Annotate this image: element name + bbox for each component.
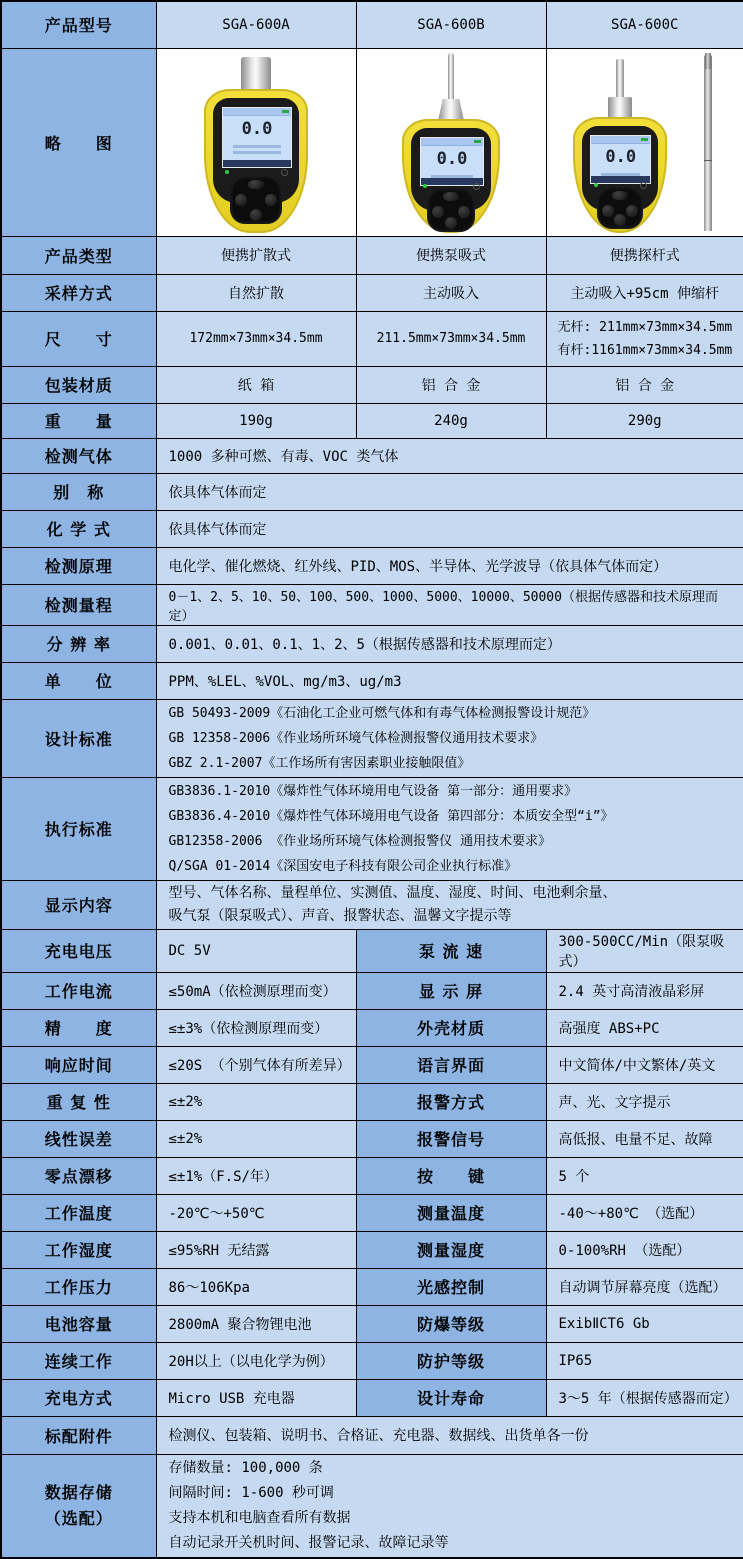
row-execution-standard (1, 777, 743, 880)
row-detected-gas (1, 438, 743, 473)
led-indicator (423, 184, 427, 188)
power-icon (281, 169, 288, 176)
dimensions-a: 172mm×73mm×34.5mm (156, 311, 356, 366)
light-control-value: 自动调节屏幕亮度（选配） (546, 1268, 743, 1305)
weight-a: 190g (156, 403, 356, 438)
device-photo-sga-600b (356, 48, 546, 236)
probe-icon (448, 53, 454, 101)
label-design-standard: 设计标准 (1, 699, 156, 777)
row-detection-range (1, 584, 743, 625)
row-weight (1, 403, 743, 438)
data-storage-line: 间隔时间: 1-600 秒可调 (168, 1484, 334, 1501)
button-pad (597, 187, 643, 229)
model-name-a: SGA-600A (156, 1, 356, 48)
language-value: 中文简体/中文繁体/英文 (546, 1046, 743, 1083)
label-product-type: 产品类型 (1, 236, 156, 274)
working-pressure-value: 86～106Kpa (156, 1268, 356, 1305)
label-accuracy: 精 度 (1, 1009, 156, 1046)
battery-icon (641, 138, 648, 141)
row-battery-explosion-proof (1, 1305, 743, 1342)
data-storage-line: 支持本机和电脑查看所有数据 (168, 1509, 351, 1526)
resolution-value: 0.001、0.01、0.1、1、2、5（根据传感器和技术原理而定） (156, 625, 743, 662)
label-alias: 别 称 (1, 473, 156, 510)
data-storage-line: 存储数量: 100,000 条 (168, 1459, 323, 1476)
working-temperature-value: -20℃～+50℃ (156, 1194, 356, 1231)
row-design-standard (1, 699, 743, 777)
label-continuous-work: 连续工作 (1, 1342, 156, 1379)
label-measure-temperature: 测量温度 (356, 1194, 546, 1231)
data-storage-label-line1: 数据存储 (44, 1482, 113, 1502)
continuous-work-value: 20H以上（以电化学为例） (156, 1342, 356, 1379)
weight-b: 240g (356, 403, 546, 438)
label-detection-principle: 检测原理 (1, 547, 156, 584)
row-response-time-language (1, 1046, 743, 1083)
charge-method-value: Micro USB 充电器 (156, 1379, 356, 1416)
label-design-life: 设计寿命 (356, 1379, 546, 1416)
row-unit (1, 662, 743, 699)
detected-gas-value: 1000 多种可燃、有毒、VOC 类气体 (156, 438, 743, 473)
row-chemical-formula (1, 510, 743, 547)
device-screen (590, 135, 651, 184)
label-accessories: 标配附件 (1, 1416, 156, 1454)
pump-flow-value: 300-500CC/Min（限泵吸式） (546, 929, 743, 972)
dimensions-c (546, 311, 743, 366)
label-light-control: 光感控制 (356, 1268, 546, 1305)
row-alias (1, 473, 743, 510)
label-weight: 重 量 (1, 403, 156, 438)
protection-class-value: IP65 (546, 1342, 743, 1379)
display-content-line: 吸气泵（限泵吸式）、声音、报警状态、温馨文字提示等 (168, 907, 512, 924)
measure-humidity-value: 0-100%RH （选配） (546, 1231, 743, 1268)
label-battery-capacity: 电池容量 (1, 1305, 156, 1342)
row-linearity-alarm-signal (1, 1120, 743, 1157)
row-charge-voltage-pump-flow (1, 929, 743, 972)
row-sampling-method (1, 274, 743, 311)
label-sketch: 略 图 (1, 48, 156, 236)
row-accessories (1, 1416, 743, 1454)
row-dimensions (1, 311, 743, 366)
label-chemical-formula: 化 学 式 (1, 510, 156, 547)
packing-c: 铝 合 金 (546, 366, 743, 403)
row-working-current-display-screen (1, 972, 743, 1009)
label-unit: 单 位 (1, 662, 156, 699)
power-icon (473, 183, 480, 190)
weight-c: 290g (546, 403, 743, 438)
row-product-type (1, 236, 743, 274)
telescopic-rod-icon (704, 55, 712, 231)
unit-value: PPM、%LEL、%VOL、mg/m3、ug/m3 (156, 662, 743, 699)
display-content-value (156, 880, 743, 929)
row-product-model (1, 1, 743, 48)
product-type-c: 便携探杆式 (546, 236, 743, 274)
led-indicator (225, 170, 229, 174)
display-screen-value: 2.4 英寸高清液晶彩屏 (546, 972, 743, 1009)
repeatability-value: ≤±2% (156, 1083, 356, 1120)
label-display-content: 显示内容 (1, 880, 156, 929)
dimensions-c-no-rod: 无杆: 211mm×73mm×34.5mm (557, 319, 733, 335)
sampling-a: 自然扩散 (156, 274, 356, 311)
packing-a: 纸 箱 (156, 366, 356, 403)
label-linearity-error: 线性误差 (1, 1120, 156, 1157)
label-explosion-proof-class: 防爆等级 (356, 1305, 546, 1342)
label-product-model: 产品型号 (1, 1, 156, 48)
design-standard-value (156, 699, 743, 777)
measure-temperature-value: -40～+80℃ （选配） (546, 1194, 743, 1231)
chemical-formula-value: 依具体气体而定 (156, 510, 743, 547)
label-pump-flow: 泵 流 速 (356, 929, 546, 972)
shell-material-value: 高强度 ABS+PC (546, 1009, 743, 1046)
device-screen (222, 107, 291, 168)
battery-icon (474, 140, 481, 143)
row-zero-drift-keys (1, 1157, 743, 1194)
label-detection-range: 检测量程 (1, 584, 156, 625)
row-repeatability-alarm-type (1, 1083, 743, 1120)
design-life-value: 3～5 年（根据传感器而定） (546, 1379, 743, 1416)
sensor-cap-icon (608, 97, 632, 119)
design-standard-line: GB 12358-2006《作业场所环境气体检测报警仪通用技术要求》 (168, 730, 544, 746)
label-charge-method: 充电方式 (1, 1379, 156, 1416)
execution-standard-value (156, 777, 743, 880)
label-display-screen: 显 示 屏 (356, 972, 546, 1009)
label-response-time: 响应时间 (1, 1046, 156, 1083)
label-protection-class: 防护等级 (356, 1342, 546, 1379)
battery-capacity-value: 2800mA 聚合物锂电池 (156, 1305, 356, 1342)
execution-standard-line: Q/SGA 01-2014《深国安电子科技有限公司企业执行标准》 (168, 858, 518, 874)
row-display-content (1, 880, 743, 929)
product-type-a: 便携扩散式 (156, 236, 356, 274)
packing-b: 铝 合 金 (356, 366, 546, 403)
label-repeatability: 重 复 性 (1, 1083, 156, 1120)
row-sketch (1, 48, 743, 236)
label-measure-humidity: 测量湿度 (356, 1231, 546, 1268)
zero-drift-value: ≤±1%（F.S/年） (156, 1157, 356, 1194)
power-icon (640, 182, 647, 189)
label-packing-material: 包装材质 (1, 366, 156, 403)
dimensions-c-with-rod: 有杆:1161mm×73mm×34.5mm (557, 342, 733, 358)
sampling-c: 主动吸入+95cm 伸缩杆 (546, 274, 743, 311)
device-photo-sga-600a (156, 48, 356, 236)
label-keys: 按 键 (356, 1157, 546, 1194)
label-shell-material: 外壳材质 (356, 1009, 546, 1046)
screen-reading: 0.0 (605, 147, 637, 167)
label-sampling-method: 采样方式 (1, 274, 156, 311)
data-storage-line: 自动记录开关机时间、报警记录、故障记录等 (168, 1534, 449, 1551)
working-current-value: ≤50mA（依检测原理而变） (156, 972, 356, 1009)
dimensions-b: 211.5mm×73mm×34.5mm (356, 311, 546, 366)
label-working-temperature: 工作温度 (1, 1194, 156, 1231)
row-working-pressure-light-control (1, 1268, 743, 1305)
probe-base-icon (438, 99, 464, 121)
working-humidity-value: ≤95%RH 无结露 (156, 1231, 356, 1268)
linearity-error-value: ≤±2% (156, 1120, 356, 1157)
device-screen (420, 137, 484, 186)
row-working-humidity-measure-humidity (1, 1231, 743, 1268)
design-standard-line: GBZ 2.1-2007《工作场所有害因素职业接触限值》 (168, 755, 471, 771)
model-name-c: SGA-600C (546, 1, 743, 48)
label-working-current: 工作电流 (1, 972, 156, 1009)
explosion-proof-class-value: ExibⅡCT6 Gb (546, 1305, 743, 1342)
product-type-b: 便携泵吸式 (356, 236, 546, 274)
keys-value: 5 个 (546, 1157, 743, 1194)
accuracy-value: ≤±3%（依检测原理而变） (156, 1009, 356, 1046)
button-pad (427, 188, 475, 232)
execution-standard-line: GB3836.4-2010《爆炸性气体环境用电气设备 第四部分：本质安全型“i”》 (168, 808, 614, 824)
model-name-b: SGA-600B (356, 1, 546, 48)
label-dimensions: 尺 寸 (1, 311, 156, 366)
design-standard-line: GB 50493-2009《石油化工企业可燃气体和有毒气体检测报警设计规范》 (168, 705, 596, 721)
label-alarm-type: 报警方式 (356, 1083, 546, 1120)
row-continuous-work-protection (1, 1342, 743, 1379)
row-resolution (1, 625, 743, 662)
label-zero-drift: 零点漂移 (1, 1157, 156, 1194)
row-accuracy-shell-material (1, 1009, 743, 1046)
alarm-signal-value: 高低报、电量不足、故障 (546, 1120, 743, 1157)
label-working-pressure: 工作压力 (1, 1268, 156, 1305)
response-time-value: ≤20S （个别气体有所差异） (156, 1046, 356, 1083)
data-storage-label-line2: （选配） (44, 1508, 113, 1528)
execution-standard-line: GB12358-2006 《作业场所环境气体检测报警仪 通用技术要求》 (168, 833, 552, 849)
label-execution-standard: 执行标准 (1, 777, 156, 880)
detection-principle-value: 电化学、催化燃烧、红外线、PID、MOS、半导体、光学波导（依具体气体而定） (156, 547, 743, 584)
screen-reading: 0.0 (436, 149, 468, 169)
accessories-value: 检测仪、包装箱、说明书、合格证、充电器、数据线、出货单各一份 (156, 1416, 743, 1454)
button-pad (230, 176, 282, 224)
execution-standard-line: GB3836.1-2010《爆炸性气体环境用电气设备 第一部分：通用要求》 (168, 783, 578, 799)
label-working-humidity: 工作湿度 (1, 1231, 156, 1268)
label-charge-voltage: 充电电压 (1, 929, 156, 972)
row-working-temp-measure-temp (1, 1194, 743, 1231)
label-detected-gas: 检测气体 (1, 438, 156, 473)
sampling-b: 主动吸入 (356, 274, 546, 311)
battery-icon (282, 110, 289, 113)
label-alarm-signal: 报警信号 (356, 1120, 546, 1157)
row-packing-material (1, 366, 743, 403)
led-indicator (594, 183, 598, 187)
display-content-line: 型号、气体名称、量程单位、实测值、温度、湿度、时间、电池剩余量、 (168, 884, 617, 901)
label-language: 语言界面 (356, 1046, 546, 1083)
screen-reading: 0.0 (241, 119, 273, 139)
probe-icon (616, 59, 624, 101)
alarm-type-value: 声、光、文字提示 (546, 1083, 743, 1120)
alias-value: 依具体气体而定 (156, 473, 743, 510)
label-resolution: 分 辨 率 (1, 625, 156, 662)
detection-range-value: 0－1、2、5、10、50、100、500、1000、5000、10000、50000（根据传感器和技术原理而定） (156, 584, 743, 625)
row-charge-method-design-life (1, 1379, 743, 1416)
row-detection-principle (1, 547, 743, 584)
device-photo-sga-600c (546, 48, 743, 236)
charge-voltage-value: DC 5V (156, 929, 356, 972)
